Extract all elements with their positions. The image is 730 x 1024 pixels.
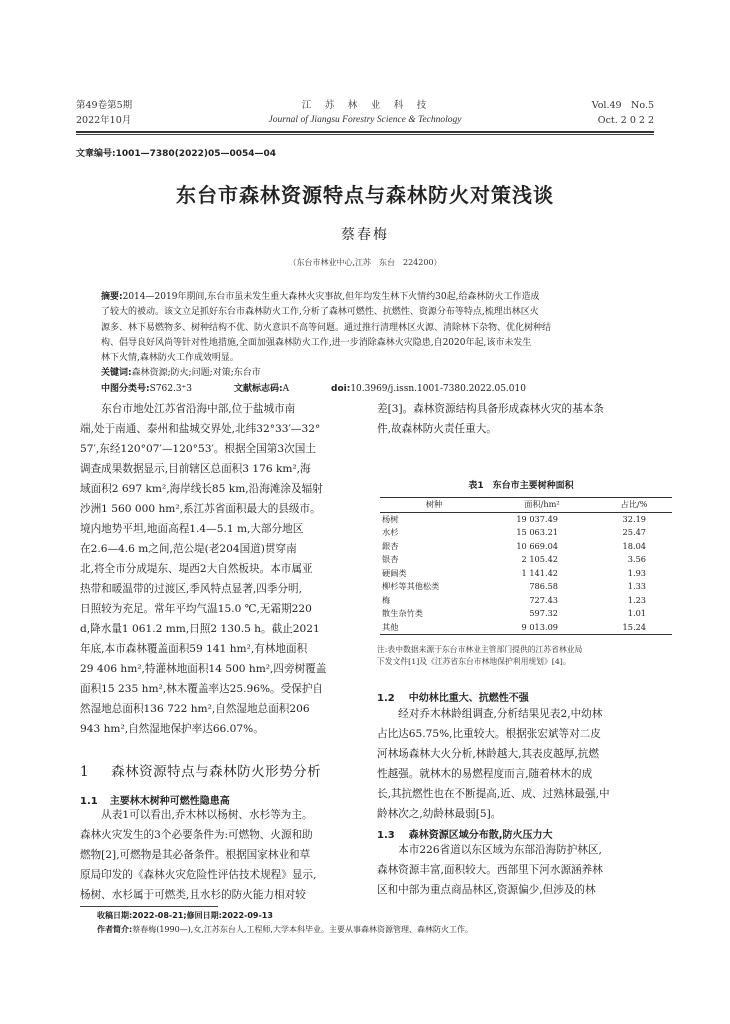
table-header-ratio: 占比/% <box>620 499 648 509</box>
intro-line: 沙洲1 560 000 hm²,系江苏省面积最大的县级市。 <box>80 503 321 515</box>
author-bio-text: 蔡春梅(1990—),女,江苏东台人,工程师,大学本科毕业。主要从事森林资源管理、森林防火工作。 <box>132 925 473 934</box>
table-cell-ratio: 3.56 <box>627 554 646 564</box>
intro-line: 年底,本市森林覆盖面积59 141 hm²,有林地面积 <box>80 643 308 655</box>
volume-label: Vol.49 No.5 <box>591 100 654 111</box>
section-1-3-title: 森林资源区域分布散,防火压力大 <box>408 830 553 841</box>
table-cell-species: 水杉 <box>382 527 399 537</box>
abstract-line-5: 林下火情,森林防火工作成效明显。 <box>101 353 239 364</box>
affiliation: （东台市林业中心,江苏 东台 224200） <box>288 258 442 267</box>
table-cell-ratio: 1.33 <box>627 581 646 591</box>
right-top-paragraph <box>377 399 653 439</box>
body-line: 杨树、水杉属于可燃类,且水杉的防火能力相对较 <box>80 889 306 901</box>
clc-label: 中图分类号: <box>101 383 150 394</box>
body-line: 森林火灾发生的3个必要条件为:可燃物、火源和助 <box>80 829 313 841</box>
section-1-2-heading <box>377 689 529 704</box>
intro-line: d,降水量1 061.2 mm,日照2 130.5 h。截止2021 <box>80 623 320 635</box>
keywords-line <box>101 366 661 381</box>
intro-line: 在2.6—4.6 m之间,范公堤(老204国道)贯穿南 <box>80 543 297 555</box>
section-1-number: 1 <box>80 764 90 780</box>
table-row <box>380 526 672 540</box>
date-label-en: Oct. 2 0 2 2 <box>597 115 654 126</box>
keywords-label: 关键词: <box>101 368 132 379</box>
article-number: 文章编号:1001—7380(2022)05—0054—04 <box>76 149 277 159</box>
table-cell-area: 786.58 <box>529 581 558 591</box>
table-cell-ratio: 1.23 <box>627 594 646 605</box>
doc-code-field <box>234 382 289 397</box>
body-line: 经对乔木林龄组调查,分析结果见表2,中幼林 <box>377 708 603 720</box>
header-rule-thin <box>76 134 654 135</box>
table-body <box>380 512 672 635</box>
table-row <box>380 580 672 594</box>
header-rule-thick <box>76 131 654 133</box>
section-1-3-paragraph <box>377 840 653 900</box>
section-1-title: 森林资源特点与森林防火形势分析 <box>111 764 322 780</box>
body-line: 从表1可以看出,乔木林以杨树、水杉等为主。 <box>80 809 313 821</box>
intro-line: 端,处于南通、泰州和盐城交界处,北纬32°33′—32° <box>80 423 321 435</box>
body-line: 龄林次之,幼龄林最弱[5]。 <box>377 808 502 820</box>
section-1-3-heading <box>377 826 553 841</box>
table-cell-area: 15 063.21 <box>516 527 558 537</box>
table-header-row <box>380 498 672 513</box>
abstract-line-1 <box>101 290 661 305</box>
abstract-label: 摘要: <box>101 292 123 302</box>
footnote-rule <box>80 906 218 907</box>
abstract-line-2: 了较大的被动。该文立足抓好东台市森林防火工作,分析了森林可燃性、抗燃性、资源分布等特点,梳理出林区火 <box>101 307 539 318</box>
doi-link[interactable]: 10.3969/j.issn.1001-7380.2022.05.010 <box>350 383 526 394</box>
table-cell-ratio: 18.04 <box>622 540 646 551</box>
received-text: 收稿日期:2022-08-21;修回日期:2022-09-13 <box>97 911 273 920</box>
intro-line: 北,将全市分成堤东、堤西2大自然板块。本市属亚 <box>80 563 313 575</box>
table-row <box>380 594 672 608</box>
intro-line: 热带和暖温带的过渡区,季风特点显著,四季分明, <box>80 583 302 595</box>
intro-line: 57′,东经120°07′—120°53′。根据全国第3次国土 <box>80 443 316 455</box>
footnote <box>97 909 657 937</box>
issue-label: 第49卷第5期 <box>76 100 133 111</box>
intro-line: 域面积2 697 km²,海岸线长85 km,沿海滩涂及辐射 <box>80 483 323 495</box>
table-cell-area: 2 105.42 <box>521 554 558 564</box>
journal-title-en: Journal of Jiangsu Forestry Science & Technology <box>268 115 462 125</box>
table-cell-species: 硬阔类 <box>382 567 407 578</box>
table-row <box>380 621 672 635</box>
doc-code-label: 文献标志码: <box>234 383 283 394</box>
table-cell-species: 杨树 <box>382 513 399 524</box>
table-note-line: 注:表中数据来源于东台市林业主管部门提供的江苏省林业局 <box>377 645 583 654</box>
author-bio-label: 作者简介: <box>97 925 133 934</box>
table-cell-ratio: 25.47 <box>622 527 646 537</box>
doi-field <box>331 382 526 397</box>
clc-code: S762.3⁺3 <box>149 383 193 394</box>
body-line: 原局印发的《森林火灾危险性评估技术规程》显示, <box>80 869 317 881</box>
table-cell-ratio: 15.24 <box>622 621 646 632</box>
table-1 <box>380 497 672 635</box>
table-cell-area: 1 141.42 <box>521 567 558 578</box>
date-label: 2022年10月 <box>76 115 132 126</box>
section-1-3-number: 1.3 <box>377 830 395 841</box>
intro-line: 然湿地总面积136 722 hm²,自然湿地总面积206 <box>80 703 310 715</box>
table-note-line: 下发文件[1]及《江苏省东台市林地保护利用规划》[4]。 <box>377 656 571 666</box>
intro-paragraph <box>80 399 352 739</box>
intro-line: 调查成果数据显示,目前辖区总面积3 176 km²,海 <box>80 463 311 475</box>
table-cell-area: 597.32 <box>529 608 558 618</box>
received-dates <box>97 909 657 923</box>
table-cell-area: 10 669.04 <box>516 540 558 551</box>
author-name: 蔡春梅 <box>341 227 389 243</box>
table-cell-species: 散生杂竹类 <box>382 608 423 618</box>
table-1-caption: 表1 东台市主要树种面积 <box>468 481 574 491</box>
table-header-area: 面积/hm² <box>524 499 560 509</box>
doi-label: doi: <box>331 383 351 394</box>
intro-line: 29 406 hm²,特灌林地面积14 500 hm²,四旁树覆盖 <box>80 663 327 675</box>
table-cell-ratio: 32.19 <box>622 513 646 524</box>
body-line: 燃物[2],可燃物是其必备条件。根据国家林业和草 <box>80 849 311 861</box>
author-bio <box>97 923 657 937</box>
doc-code: A <box>282 383 290 394</box>
body-line: 河林场森林大火分析,林龄越大,其表皮越厚,抗燃 <box>377 748 599 760</box>
intro-line: 面积15 235 hm²,林木覆盖率达25.96%。受保护自 <box>80 683 324 695</box>
journal-title-cn: 江 苏 林 业 科 技 <box>301 100 429 111</box>
table-cell-species: 銀杏 <box>382 540 399 551</box>
classification-line <box>101 382 661 397</box>
paper-title: 东台市森林资源特点与森林防火对策浅谈 <box>176 183 554 207</box>
table-cell-species: 其他 <box>382 621 399 632</box>
body-line: 区和中部为重点商品林区,资源偏少,但涉及的林 <box>377 884 596 896</box>
abstract-line-4: 构、倡导良好风尚等针对性地措施,全面加强森林防火工作,进一步消除森林火灾隐患,自2020年起,该市未发生 <box>101 337 532 348</box>
section-1-1-number: 1.1 <box>80 796 98 807</box>
table-cell-species: 柳杉等其他松类 <box>382 581 440 591</box>
table-header-species: 树种 <box>425 499 443 509</box>
section-1-2-number: 1.2 <box>377 693 395 704</box>
table-cell-area: 19 037.49 <box>516 513 558 524</box>
section-1-1-title: 主要林木树种可燃性隐患高 <box>109 796 230 807</box>
body-line: 长,其抗燃性也在不断提高,近、成、过熟林最强,中 <box>377 788 610 800</box>
body-line: 差[3]。森林资源结构具备形成森林火灾的基本条 <box>377 403 604 415</box>
intro-line: 日照较为充足。常年平均气温15.0 ℃,无霜期220 <box>80 603 312 615</box>
table-row <box>380 567 672 581</box>
section-1-1-paragraph <box>80 805 352 905</box>
section-1-heading <box>80 760 321 780</box>
intro-line: 东台市地处江苏省沿海中部,位于盐城市南 <box>80 403 296 415</box>
body-line: 性越强。就林木的易燃程度而言,随着林木的成 <box>377 768 593 780</box>
table-cell-ratio: 1.01 <box>627 608 646 618</box>
intro-line: 943 hm²,自然湿地保护率达66.07%。 <box>80 723 264 735</box>
section-1-2-title: 中幼林比重大、抗燃性不强 <box>408 693 529 704</box>
keywords: 森林资源;防火;问题;对策;东台市 <box>131 368 261 379</box>
body-line: 森林资源丰富,面积较大。西部里下河水源涵养林 <box>377 864 603 876</box>
section-1-2-paragraph <box>377 704 653 824</box>
table-row <box>380 607 672 621</box>
table-cell-area: 727.43 <box>529 594 558 605</box>
table-cell-species: 梅 <box>382 594 391 605</box>
abstract-line-3: 源多、林下易燃物多、树种结构不优、防火意识不高等问题。通过推行清理林区火源、清除林下杂物、优化树种结 <box>101 322 552 333</box>
body-line: 本市226省道以东区域为东部沿海防护林区, <box>377 844 602 856</box>
abstract <box>101 290 661 397</box>
table-1-note <box>377 644 661 667</box>
clc-field <box>101 382 192 397</box>
table-row <box>380 553 672 567</box>
body-line: 占比达65.75%,比重较大。根据张宏斌等对二皮 <box>377 728 601 740</box>
table-cell-species: 银杏 <box>382 554 399 564</box>
body-line: 件,故森林防火责任重大。 <box>377 423 497 435</box>
table-row <box>380 512 672 526</box>
table-cell-area: 9 013.09 <box>521 621 558 632</box>
abstract-text: 2014—2019年期间,东台市虽未发生重大森林火灾事故,但年均发生林下火情约30起,给森林防火工作造成 <box>122 292 540 302</box>
table-row <box>380 540 672 554</box>
table-cell-ratio: 1.93 <box>627 567 646 578</box>
intro-line: 境内地势平坦,地面高程1.4—5.1 m,大部分地区 <box>80 523 304 535</box>
